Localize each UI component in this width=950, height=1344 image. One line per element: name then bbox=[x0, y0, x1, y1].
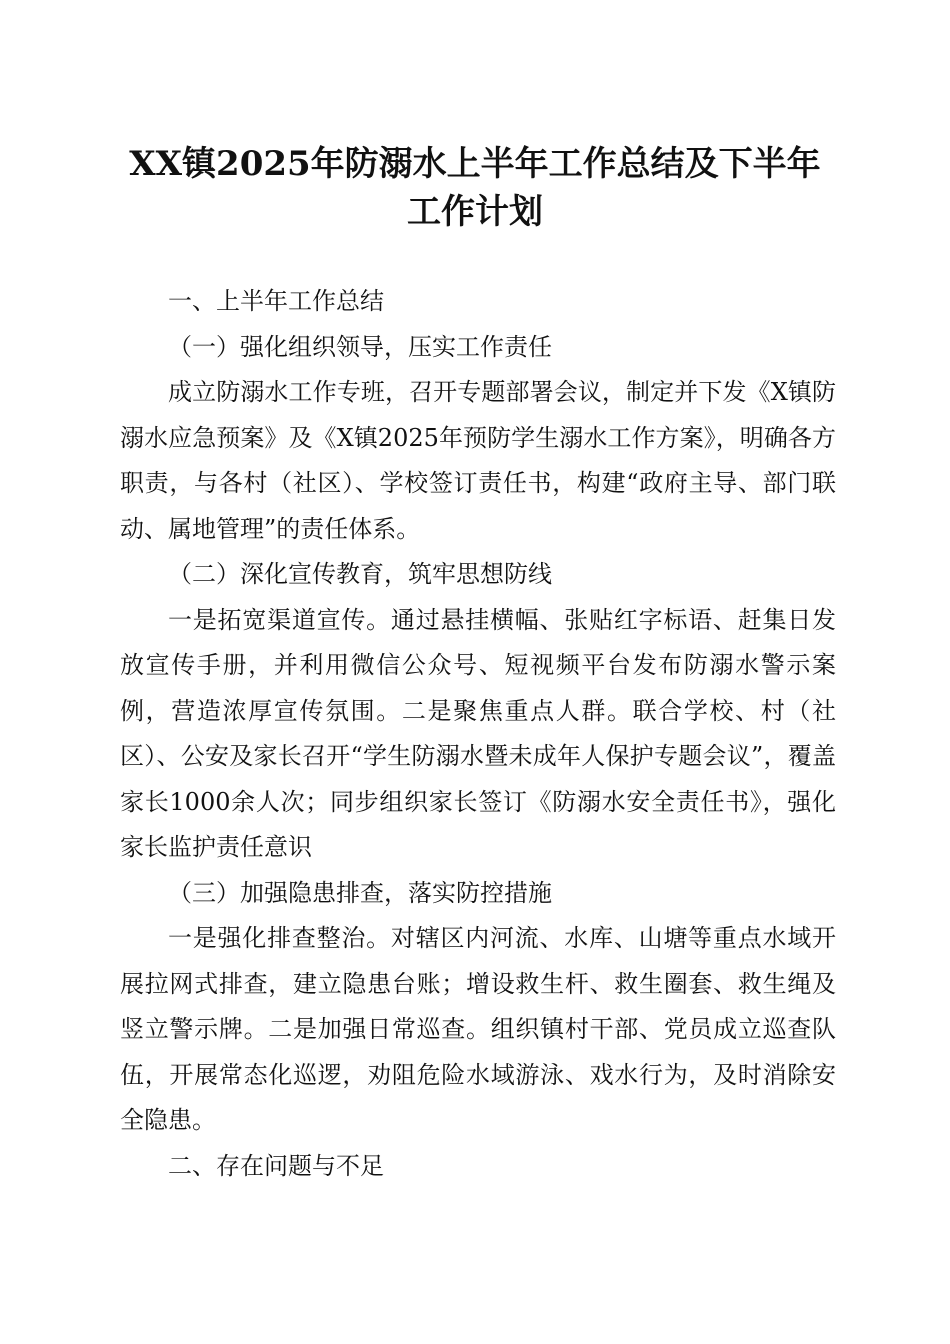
section-heading-2: 二、存在问题与不足 bbox=[168, 1151, 384, 1180]
title-line-1: XX镇2025年防溺水上半年工作总结及下半年 bbox=[129, 144, 821, 184]
title-line-2: 工作计划 bbox=[407, 192, 543, 232]
document-body bbox=[120, 279, 836, 1189]
paragraph-3: 一是强化排查整治。对辖区内河流、水库、山塘等重点水域开展拉网式排查，建立隐患台账；增设救生杆、救生圈套、救生绳及竖立警示牌。二是加强日常巡查。组织镇村干部、党员成立巡查队伍，开展常态化巡逻，劝阻危险水域游泳、戏水行为，及时消除安全隐患。 bbox=[120, 924, 836, 1134]
subsection-heading-1: （一）强化组织领导，压实工作责任 bbox=[168, 332, 552, 361]
section-heading-1: 一、上半年工作总结 bbox=[168, 287, 384, 315]
paragraph-1: 成立防溺水工作专班，召开专题部署会议，制定并下发《X镇防溺水应急预案》及《X镇2025年预防学生溺水工作方案》，明确各方职责，与各村（社区）、学校签订责任书，构建“政府主导、部门联动、属地管理”的责任体系。 bbox=[120, 378, 836, 543]
subsection-heading-3: （三）加强隐患排查，落实防控措施 bbox=[168, 878, 552, 907]
document-title bbox=[100, 140, 850, 236]
paragraph-2: 一是拓宽渠道宣传。通过悬挂横幅、张贴红字标语、赶集日发放宣传手册，并利用微信公众号、短视频平台发布防溺水警示案例，营造浓厚宣传氛围。二是聚焦重点人群。联合学校、村（社区）、公安及家长召开“学生防溺水暨未成年人保护专题会议”，覆盖家长1000余人次；同步组织家长签订《防溺水安全责任书》，强化家长监护责任意识 bbox=[120, 605, 836, 861]
subsection-heading-2: （二）深化宣传教育，筑牢思想防线 bbox=[168, 560, 552, 588]
